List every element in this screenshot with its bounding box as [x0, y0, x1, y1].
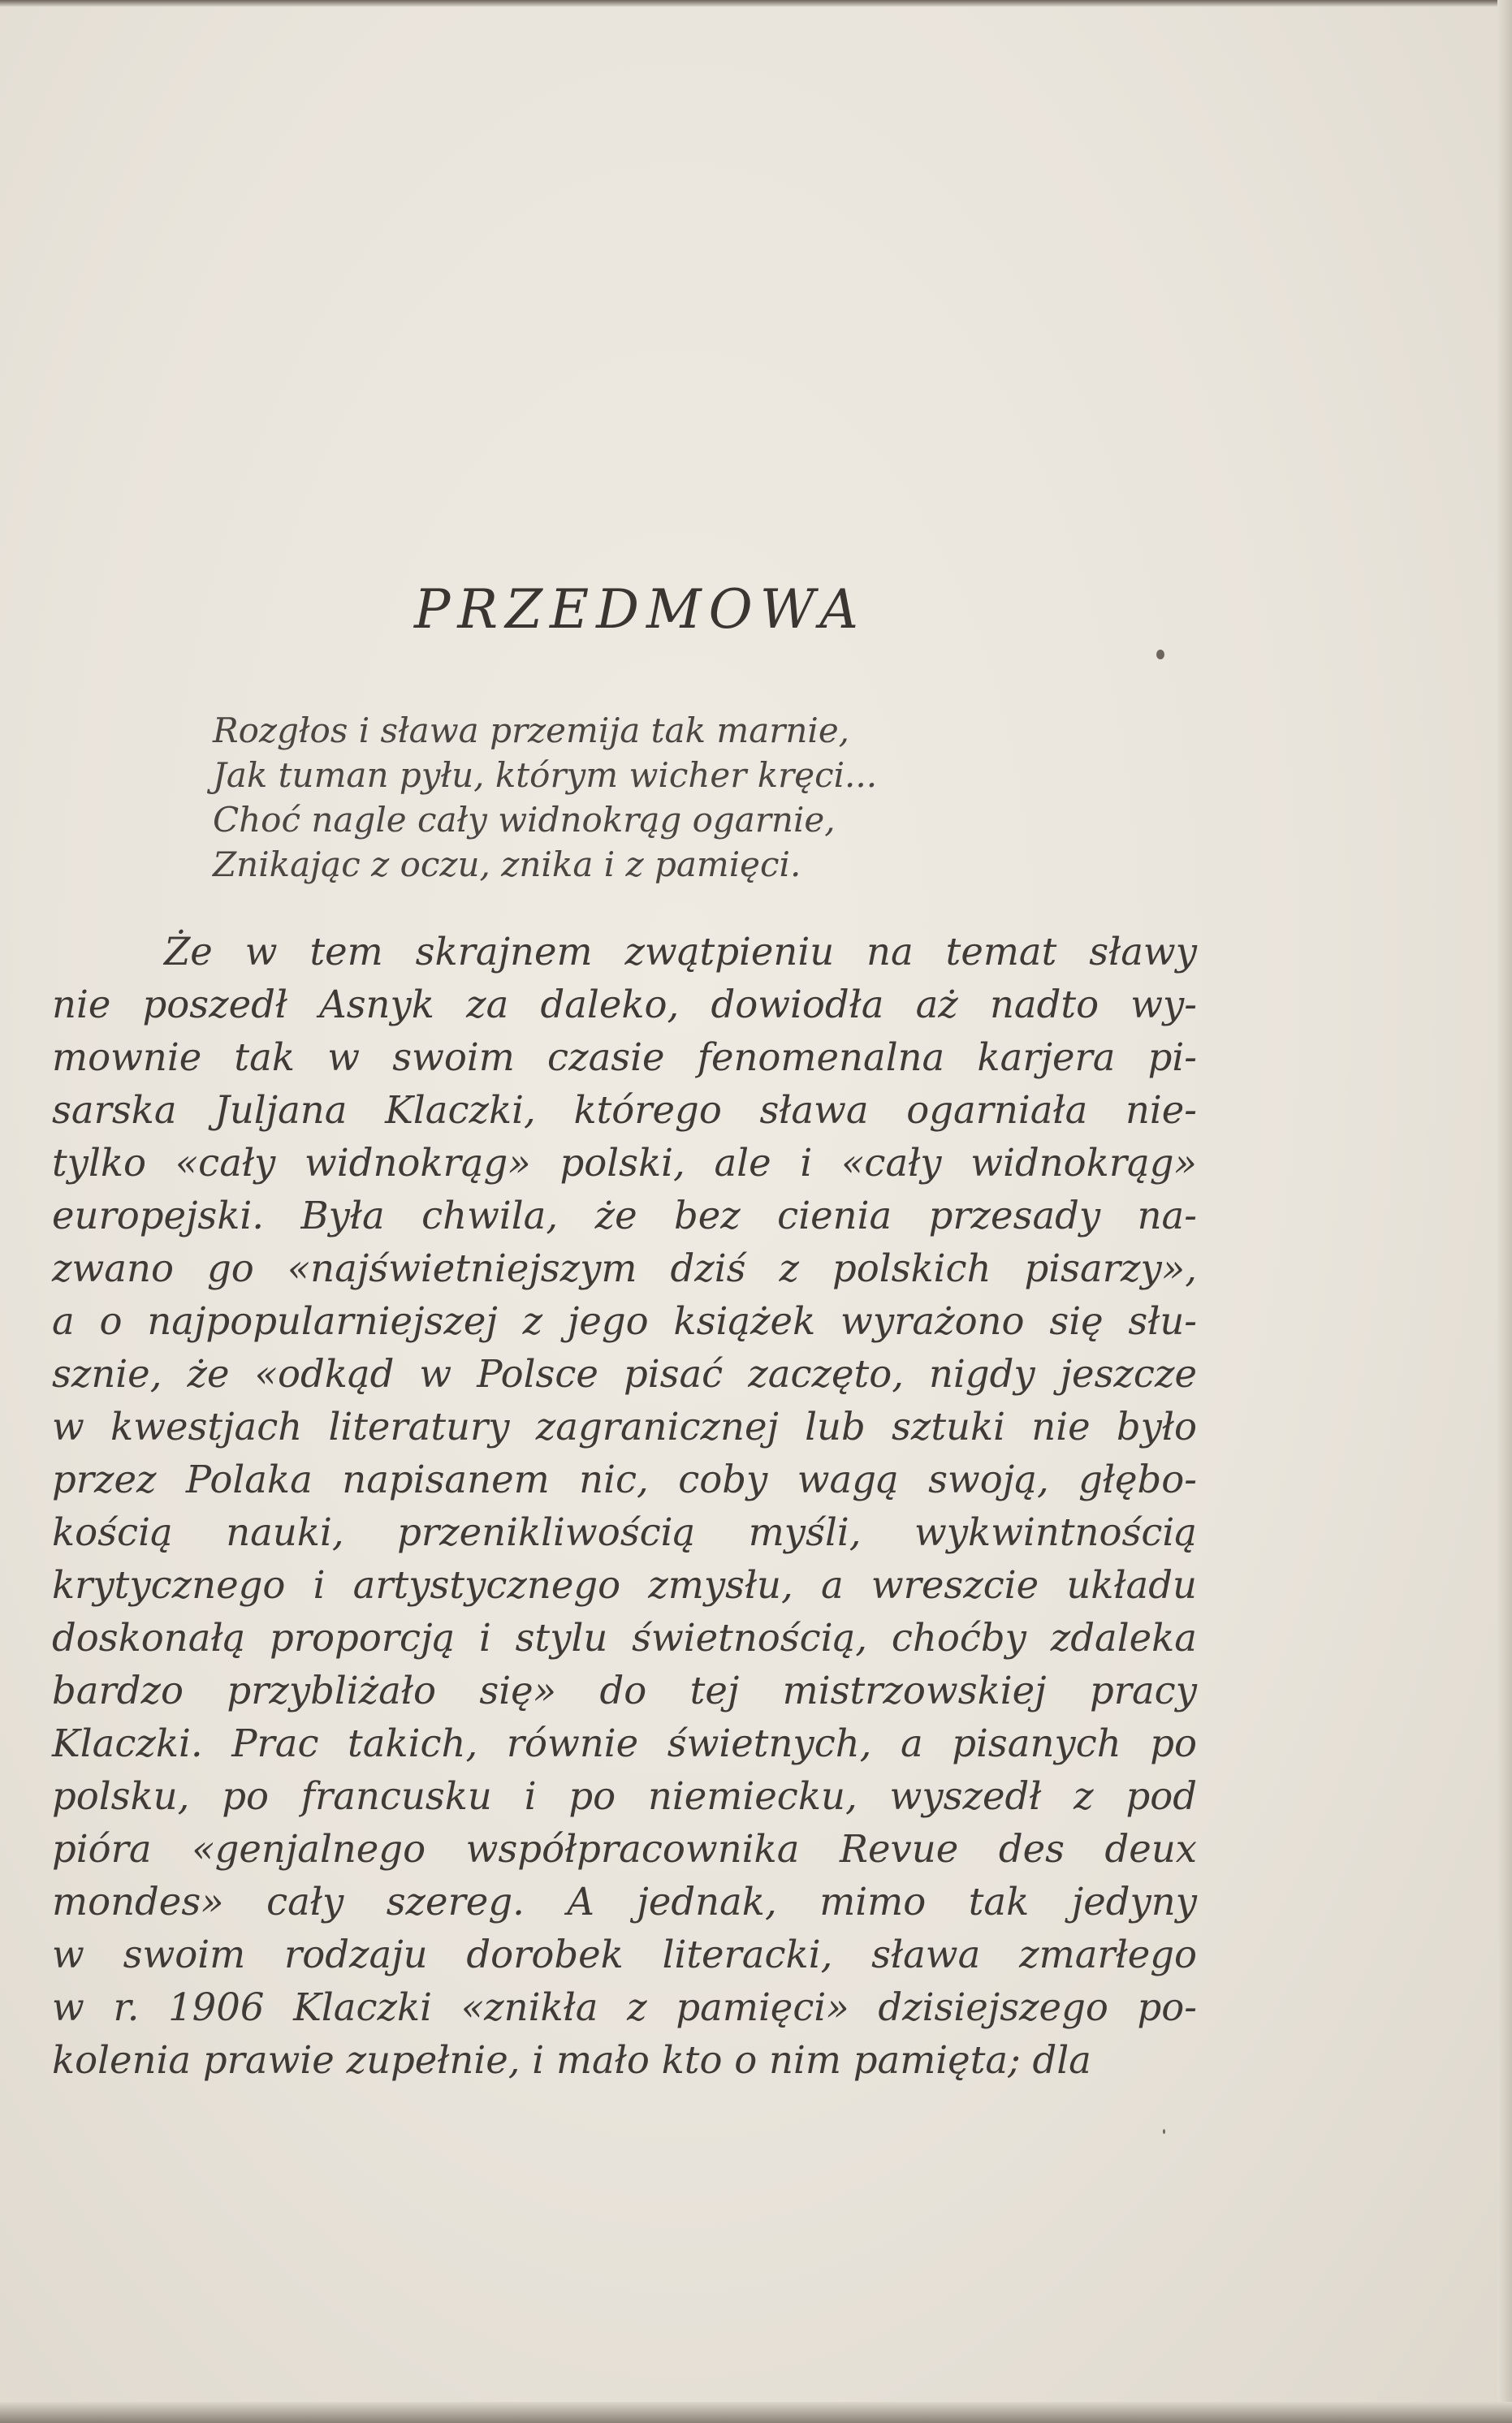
text-line: a o najpopularniejszej z jego książek wyrażono się słu-	[52, 1299, 1197, 1343]
text-line: w kwestjach literatury zagranicznej lub sztuki nie było	[52, 1405, 1197, 1449]
text-line: Klaczki. Prac takich, równie świetnych, a pisanych po	[52, 1721, 1197, 1765]
body-paragraph	[52, 926, 1197, 2087]
text-line: sarska Juljana Klaczki, którego sława ogarniała nie-	[52, 1088, 1197, 1132]
text-line: kością nauki, przenikliwością myśli, wykwintnością	[52, 1510, 1197, 1554]
text-line: europejski. Była chwila, że bez cienia przesady na-	[52, 1194, 1197, 1237]
text-line: w swoim rodzaju dorobek literacki, sława zmarłego	[52, 1933, 1197, 1976]
page-right-edge	[1497, 0, 1512, 2423]
epigraph-poem	[213, 708, 1025, 887]
epigraph-line: Choć nagle cały widnokrąg ogarnie,	[213, 800, 836, 840]
page-bottom-edge	[0, 2402, 1512, 2423]
epigraph-line: Rozgłos i sława przemija tak marnie,	[213, 710, 850, 750]
text-line: polsku, po francusku i po niemiecku, wyszedł z pod	[52, 1774, 1197, 1818]
text-line: zwano go «najświetniejszym dziś z polskich pisarzy»,	[52, 1246, 1197, 1290]
ink-speck	[1163, 2129, 1165, 2134]
text-line: tylko «cały widnokrąg» polski, ale i «cały widnokrąg»	[52, 1141, 1197, 1185]
text-line: kolenia prawie zupełnie, i mało kto o nim pamięta; dla	[52, 2038, 1091, 2082]
text-line: mondes» cały szereg. A jednak, mimo tak jedyny	[52, 1880, 1197, 1924]
text-line: mownie tak w swoim czasie fenomenalna karjera pi-	[52, 1035, 1197, 1079]
epigraph-line: Znikając z oczu, znika i z pamięci.	[213, 844, 801, 884]
epigraph-line: Jak tuman pyłu, którym wicher kręci...	[213, 755, 878, 795]
chapter-title: PRZEDMOWA	[414, 578, 866, 641]
ink-speck	[1156, 650, 1164, 659]
text-line: w r. 1906 Klaczki «znikła z pamięci» dzisiejszego po-	[52, 1985, 1197, 2029]
page-top-edge	[0, 0, 1512, 6]
text-line: Że w tem skrajnem zwątpieniu na temat sławy	[164, 930, 1197, 974]
text-line: doskonałą proporcją i stylu świetnością, choćby zdaleka	[52, 1616, 1197, 1660]
text-line: przez Polaka napisanem nic, coby wagą swoją, głębo-	[52, 1458, 1197, 1501]
text-line: nie poszedł Asnyk za daleko, dowiodła aż nadto wy-	[52, 983, 1197, 1026]
text-line: krytycznego i artystycznego zmysłu, a wreszcie układu	[52, 1563, 1197, 1607]
text-line: bardzo przybliżało się» do tej mistrzowskiej pracy	[52, 1669, 1197, 1713]
text-line: sznie, że «odkąd w Polsce pisać zaczęto, nigdy jeszcze	[52, 1352, 1197, 1396]
text-line: pióra «genjalnego współpracownika Revue des deux	[52, 1827, 1197, 1871]
